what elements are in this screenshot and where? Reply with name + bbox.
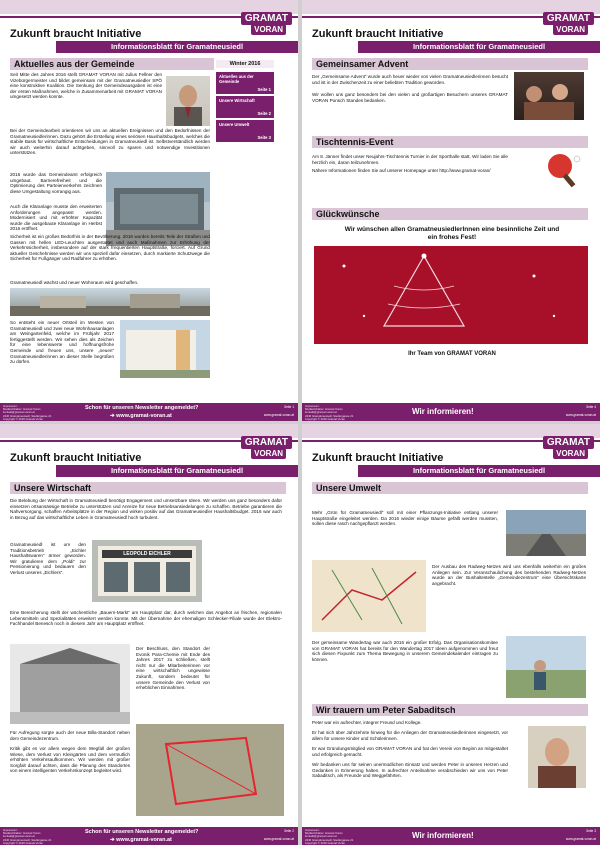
shop-photo <box>92 540 202 602</box>
paragraph: Wir wollen uns ganz besonders bei den vielen und großartigen Besuchern unseres GRAMAT VORAN Punsch Standes bedanken. <box>312 92 508 103</box>
paragraph: Nähere Informationen finden Sie auf unserer Homepage unter http://www.gramat-voran/ <box>312 168 491 173</box>
apartment-photo <box>120 320 210 378</box>
paragraph: Peter war ein aufrechter, integrer Freund und Kollege. <box>312 720 422 725</box>
paragraph: Der gemeinsame Wandertag war auch 2016 ein großer Erfolg. Das Organisationskomitee von GRAMAT VORAN hat bereits für den Wandertag 2017 Ideen aufgenommen und freut sich diesen Fixpunkt zum Thema Bewegung in unserem Gemeindekalender eintragen zu können. <box>312 640 498 662</box>
paragraph: 2016 wurde das Gemeindeamt erfolgreich umgebaut. Barrierefreiheit und die Optimierung des Parteienverkehrs zeichnen diese Umgestaltung vorrangig aus. <box>10 172 102 194</box>
footer <box>0 403 298 421</box>
paragraph: Für Aufregung sorgte auch der neue Billa-Standort neben dem Gemeindezentrum. <box>10 730 130 741</box>
season-label: Winter 2016 <box>216 60 274 68</box>
page-1 <box>0 0 298 421</box>
paragraph: Sicherheit ist ein großes Bedürfnis in der Bevölkerung. 2016 wurden bereits Teile der Straßen und Gassen mit hellen LED-Leuchten ausgestattet und auch Maßnahmen zur Erhöhung der Verkehrssicherheit, insbesondere auf der stark frequentierten Hauptstraße, forciert. Auf Grund aktueller Geschehnisse werden wir uns speziell dafür einsetzen, durch markierte Schutzwege die Sicherheit für Fußgänger und Radfahrer zu erhöhen. <box>10 234 210 262</box>
section-heading: Unsere Wirtschaft <box>10 482 286 494</box>
subtitle-bar: Informationsblatt für Gramatneusiedl <box>358 41 600 53</box>
page-number: Seite 1 <box>284 405 294 409</box>
header-title: Zukunft braucht Initiative <box>10 452 142 464</box>
paragraph: Er war Gründungsmitglied von GRAMAT VORAN und hat den Verein von Beginn an mitgestaltet und erfolgreich gemacht. <box>312 746 508 757</box>
section-heading: Tischtennis-Event <box>312 136 588 148</box>
section-heading: Gemeinsamer Advent <box>312 58 588 70</box>
shop-sign: LEOPOLD EICHLER <box>123 551 171 557</box>
paragraph: Bei der Gemeindearbeit orientieren wir uns an aktuellen Ereignissen und den Bedürfnissen der Gramatneusiedlerinnen. Dazu gehört die Erstellung eines seriösen Haushaltsbudgets, welches die stabile Basis für wirtschaftliche Entscheidungen in Gramatneusiedl ist. Selbstverständlich werden wir auch weiterhin darauf achtgeben, sinnvoll zu sparen und notwendige Investitionen unterstützen. <box>10 128 210 156</box>
section-heading: Glückwünsche <box>312 208 588 220</box>
paragraph: So entsteht ein neuer Ortsteil im Westen von Gramatneusiedl und zwei neue Wohnhausanlagen am Weingartenfeld, welche im Frühjahr 2017 fertiggestellt werden. Wir sehen dies als Zeichen für eine lebenswerte und hoffnungsfrohe Gemeinde und freuen uns, unsere „neuen“ Gramatneusiedlerinnen an dieser Stelle begrüßen zu dürfen. <box>10 320 114 365</box>
street-photo <box>506 510 586 556</box>
newsletter-promo: Schon für unseren Newsletter angemeldet? <box>85 829 199 835</box>
toc-item[interactable]: Aktuelles aus der Gemeinde Seite 1 <box>216 72 274 94</box>
paragraph: Der „Gemeinsame Advent“ wurde auch heuer wieder von vielen Gramatneusiedlerinnen besucht und ist in der Zwischenzeit zu einer beliebten Tradition geworden. <box>312 74 508 85</box>
construction-photo <box>10 288 210 316</box>
paragraph: Gramatneusiedl wächst und neuer Wohnraum wird geschaffen. <box>10 280 139 285</box>
imprint: Impressum: Medieninhaber: Gramat Voran kontakt@gramat-voran.at 2440 Gramatneusiedl, Siedlergasse 21 Copyright © 2016 Gramat Voran <box>305 828 354 845</box>
paragraph: Die Belebung der Wirtschaft in Gramatneusiedl benötigt Engagement und umsetzbare Ideen. Wir werden uns ganz besonders dafür einsetzen ortsansässige Betriebe zu unterstützen und Anreize für neue Betriebsansiedelungen zu schaffen. Betriebe garantieren die Nahversorgung, schaffen Arbeitsplätze in der Region und wirken positiv auf das Gramatneusiedler Haushaltsbudget. 2016 war auch in Bezug auf das wirtschaftliche Leben in Gramatneusiedl hoch turbulent. <box>10 498 282 520</box>
advent-photo <box>514 72 584 120</box>
memorial-portrait <box>528 726 586 788</box>
hiking-photo <box>506 636 586 698</box>
logo: GRAMAT VORAN <box>236 436 292 462</box>
paragraph: Kritik gibt es vor allem wegen dem Wegfall der großen Wiese, dem Verlust von Kleingärten und dem vermutlich erhöhten Verkehrsaufkommen. Wir werden mit großer Sorgfalt darauf achten, dass die Planung des Standortes von einem intelligenten Verkehrskonzept begleitet wird. <box>10 746 130 774</box>
aerial-map-photo <box>136 724 284 816</box>
footer-site: www.gramat-voran.at <box>565 837 596 841</box>
section-heading: Wir trauern um Peter Sabaditsch <box>312 704 588 716</box>
footer <box>302 827 600 845</box>
page-3 <box>0 424 298 845</box>
newsletter-promo: Schon für unseren Newsletter angemeldet? <box>85 405 199 411</box>
imprint: Impressum: Medieninhaber: Gramat Voran kontakt@gramat-voran.at 2440 Gramatneusiedl, Siedlergasse 21 Copyright © 2016 Gramat Voran <box>3 828 52 845</box>
section-heading: Aktuelles aus der Gemeinde <box>10 58 214 70</box>
portrait-photo <box>166 76 210 126</box>
footer <box>0 827 298 845</box>
page-number: Seite 2 <box>284 829 294 833</box>
imprint: Impressum: Medieninhaber: Gramat Voran kontakt@gramat-voran.at 2440 Gramatneusiedl, Siedlergasse 21 Copyright © 2016 Gramat Voran <box>3 404 52 421</box>
footer-site: www.gramat-voran.at <box>263 413 294 417</box>
paragraph: Eine Bereicherung stellt der wöchentliche „Bauern-Markt“ am Hauptplatz dar, durch welchen das Angebot an frischen, regionalen Lebensmitteln und Spezialitäten erweitert werden konnte. Mit der Übernahme der ehemaligen Schlecker-Filiale wurde der Elektro-Fachhandel Benesch noch in diesem Jahr am Hauptplatz eröffnet. <box>10 610 282 627</box>
paragraph: Wir bedanken uns für seinen unermüdlichen Einsatz und werden Peter in unseren Herzen und Gedanken in Erinnerung halten. In aufrechter Anteilnahme verabschieden wir uns von Peter Sabaditsch, als Freunde und Weggefährten. <box>312 762 508 779</box>
page-number: Seite 4 <box>586 405 596 409</box>
site-link[interactable]: ➔ www.gramat-voran.at <box>110 837 172 843</box>
footer <box>302 403 600 421</box>
inform-slogan: Wir informieren! <box>412 407 474 416</box>
footer-site: www.gramat-voran.at <box>565 413 596 417</box>
logo: GRAMAT VORAN <box>236 12 292 38</box>
paragraph: Mehr „Grün für Gramatneusiedl“ soll mit einer Pflanzungs-Initiative entlang unserer Hauptstraße eingeleitet werden. Da 2016 wieder einige Bäume gefällt werden mussten, sollen diese rasch nachgepflanzt werden. <box>312 510 498 527</box>
section-heading: Unsere Umwelt <box>312 482 588 494</box>
paragraph: Der Ausbau des Radweg-Netzes wird uns ebenfalls weiterhin ein großes Anliegen sein. Zur Veranschaulichung des bestehenden Radweg-Netzes wurde an der Bushaltestelle „Gemeindezentrum“ eine Übersichtskarte angebracht. <box>432 564 586 586</box>
footer-site: www.gramat-voran.at <box>263 837 294 841</box>
imprint: Impressum: Medieninhaber: Gramat Voran kontakt@gramat-voran.at 2440 Gramatneusiedl, Siedlergasse 21 Copyright © 2016 Gramat Voran <box>305 404 354 421</box>
toc-item[interactable]: Unsere Umwelt Seite 3 <box>216 120 274 142</box>
table-of-contents <box>216 72 274 144</box>
paragraph: Der Beschluss, den Standort der Evonik Para-Chemie mit Ende des Jahres 2017 zu schließen, stellt nicht nur die Mitarbeiterinnen vor eine wirtschaftlich ungewisse Zukunft, sondern bedeutet für unsere Gemeinde den Verlust von erheblichen Einnahmen. <box>136 646 210 691</box>
page-2 <box>302 0 600 421</box>
subtitle-bar: Informationsblatt für Gramatneusiedl <box>56 41 298 53</box>
paragraph: Auch die Kläranlage musste den erweiterten Anforderungen angepasst werden. Modernisiert und mit erhöhter Kapazität wurde die ausgebaute Kläranlage im Herbst 2016 eröffnet. <box>10 204 102 232</box>
paragraph: Seit Mitte des Jahres 2016 stellt GRAMAT VORAN mit Julius Fellner den Vizebürgermeister und bildet gemeinsam mit der Gramatneusiedler SPÖ eine konstruktive Koalition. Die Senkung der Gemeindeausgaben ist eine der ersten Maßnahmen, welche in Zusammenarbeit mit GRAMAT VORAN umgesetzt werden konnte. <box>10 72 162 100</box>
bike-map-photo <box>312 560 426 632</box>
logo: GRAMAT VORAN <box>538 12 594 38</box>
page-4 <box>302 424 600 845</box>
paragraph: Am 8. Jänner findet unser Neujahrs-Tischtennis Turnier in der Sporthalle statt. Wir laden Sie alle herzlich ein, daran teilzunehmen. <box>312 154 508 165</box>
page-number: Seite 3 <box>586 829 596 833</box>
paragraph: Er hat sich über Jahrzehnte hinweg für die Anliegen der Gramatneusiedlerinnen eingesetzt, vor allem für unsere Kinder und Schülerinnen. <box>312 730 508 741</box>
christmas-card <box>314 246 588 344</box>
toc-item[interactable]: Unsere Wirtschaft Seite 2 <box>216 96 274 118</box>
inform-slogan: Wir informieren! <box>412 831 474 840</box>
subtitle-bar: Informationsblatt für Gramatneusiedl <box>56 465 298 477</box>
header-title: Zukunft braucht Initiative <box>10 28 142 40</box>
paragraph: Gramatneusiedl ist um den Traditionsbetrieb „Eichler Haushaltswaren“ ärmer geworden. Wir gratulieren dem „Poldi“ zur Pensionierung und bedauern den Verlust unseres „Eichlers“. <box>10 542 86 575</box>
table-tennis-icon <box>544 150 584 190</box>
logo: GRAMAT VORAN <box>538 436 594 462</box>
team-signature: Ihr Team von GRAMAT VORAN <box>408 351 496 357</box>
header-title: Zukunft braucht Initiative <box>312 28 444 40</box>
header-title: Zukunft braucht Initiative <box>312 452 444 464</box>
subtitle-bar: Informationsblatt für Gramatneusiedl <box>358 465 600 477</box>
factory-photo <box>10 644 130 724</box>
site-link[interactable]: ➔ www.gramat-voran.at <box>110 413 172 419</box>
greeting: Wir wünschen allen GramatneusiedlerInnen eine besinnliche Zeit und ein frohes Fest! <box>344 226 560 241</box>
